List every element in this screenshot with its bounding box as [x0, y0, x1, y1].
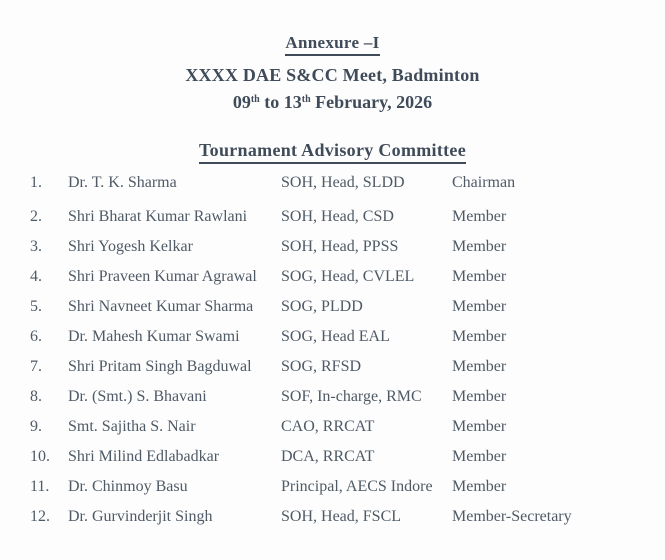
- member-name: Dr. Gurvinderjit Singh: [68, 508, 213, 525]
- member-serial: 4.: [30, 268, 42, 285]
- meet-title-line: [0, 65, 665, 86]
- member-role: Member: [452, 238, 507, 255]
- table-row: [30, 419, 665, 435]
- member-name: Dr. Mahesh Kumar Swami: [68, 328, 240, 345]
- member-role: Member: [452, 268, 507, 285]
- member-name: Shri Yogesh Kelkar: [68, 238, 193, 255]
- member-role: Member: [452, 388, 507, 405]
- member-role: Member: [452, 328, 507, 345]
- member-name: Shri Bharat Kumar Rawlani: [68, 208, 248, 225]
- table-row: [30, 479, 665, 495]
- member-role: Member: [452, 208, 507, 225]
- member-serial: 2.: [30, 208, 42, 225]
- table-row: [30, 175, 665, 191]
- member-designation: SOF, In-charge, RMC: [281, 388, 422, 405]
- date-start-day: 09: [232, 92, 251, 112]
- table-row: [30, 329, 665, 345]
- member-designation: DCA, RRCAT: [281, 448, 375, 465]
- meet-dates: [233, 92, 432, 112]
- member-designation: Principal, AECS Indore: [281, 478, 433, 495]
- member-name: Smt. Sajitha S. Nair: [68, 418, 196, 435]
- member-name: Dr. T. K. Sharma: [68, 174, 177, 191]
- table-row: [30, 509, 665, 525]
- member-name: Dr. Chinmoy Basu: [68, 478, 188, 495]
- member-role: Member: [452, 358, 507, 375]
- member-designation: SOG, PLDD: [281, 298, 363, 315]
- member-name: Shri Praveen Kumar Agrawal: [68, 268, 257, 285]
- member-name: Shri Navneet Kumar Sharma: [68, 298, 254, 315]
- member-name: Shri Pritam Singh Bagduwal: [68, 358, 252, 375]
- member-role: Chairman: [452, 174, 516, 191]
- member-serial: 1.: [30, 174, 42, 191]
- member-serial: 3.: [30, 238, 42, 255]
- committee-title-line: [0, 140, 665, 164]
- table-row: [30, 209, 665, 225]
- member-role: Member: [452, 418, 507, 435]
- date-month-year: February, 2026: [310, 92, 433, 112]
- member-name: Shri Milind Edlabadkar: [68, 448, 220, 465]
- member-designation: SOG, Head EAL: [281, 328, 390, 345]
- date-start-ordinal: th: [250, 94, 260, 105]
- date-middle: to 13: [259, 92, 302, 112]
- committee-table: [0, 175, 665, 525]
- member-designation: SOH, Head, SLDD: [281, 174, 405, 191]
- member-designation: SOH, Head, PPSS: [281, 238, 399, 255]
- annexure-title: Annexure –I: [285, 33, 379, 56]
- member-serial: 12.: [30, 508, 50, 525]
- table-row: [30, 359, 665, 375]
- member-serial: 10.: [30, 448, 50, 465]
- table-row: [30, 449, 665, 465]
- table-row: [30, 389, 665, 405]
- member-role: Member: [452, 478, 507, 495]
- member-designation: SOH, Head, CSD: [281, 208, 394, 225]
- table-row: [30, 299, 665, 315]
- table-row: [30, 239, 665, 255]
- member-designation: SOG, Head, CVLEL: [281, 268, 415, 285]
- member-serial: 8.: [30, 388, 42, 405]
- member-serial: 5.: [30, 298, 42, 315]
- annexure-title-line: [0, 33, 665, 56]
- member-designation: SOG, RFSD: [281, 358, 362, 375]
- member-role: Member-Secretary: [452, 508, 572, 525]
- member-role: Member: [452, 298, 507, 315]
- member-designation: SOH, Head, FSCL: [281, 508, 402, 525]
- meet-dates-line: [0, 92, 665, 113]
- member-designation: CAO, RRCAT: [281, 418, 375, 435]
- table-row: [30, 269, 665, 285]
- member-serial: 6.: [30, 328, 42, 345]
- member-name: Dr. (Smt.) S. Bhavani: [68, 388, 207, 405]
- committee-title: Tournament Advisory Committee: [199, 140, 466, 164]
- member-serial: 9.: [30, 418, 42, 435]
- member-serial: 11.: [30, 478, 50, 495]
- date-end-ordinal: th: [301, 94, 311, 105]
- member-serial: 7.: [30, 358, 42, 375]
- member-role: Member: [452, 448, 507, 465]
- meet-title: XXXX DAE S&CC Meet, Badminton: [185, 65, 480, 85]
